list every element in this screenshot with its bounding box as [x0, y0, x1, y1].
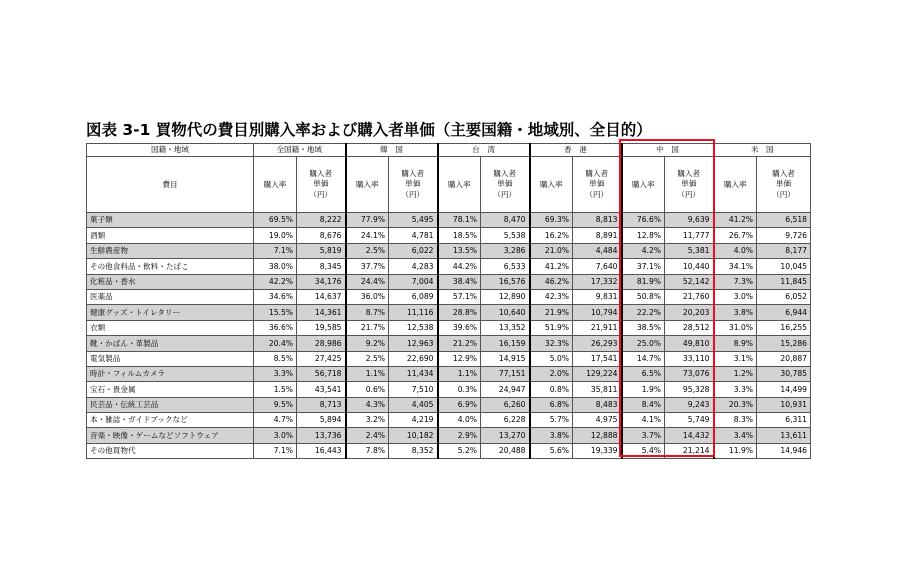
price-cell: 20,488 — [481, 443, 530, 458]
price-cell: 4,219 — [389, 413, 438, 428]
price-header — [297, 157, 346, 213]
price-cell: 5,894 — [297, 413, 346, 428]
price-cell: 14,432 — [665, 428, 714, 443]
price-cell: 6,944 — [757, 305, 811, 320]
rate-cell: 0.3% — [438, 382, 481, 397]
rate-cell: 34.1% — [714, 259, 757, 274]
row-label: その他食料品・飲料・たばこ — [87, 259, 254, 274]
price-cell: 4,781 — [389, 228, 438, 243]
price-cell: 28,986 — [297, 336, 346, 351]
price-cell: 5,381 — [665, 243, 714, 258]
rate-cell: 8.7% — [346, 305, 389, 320]
rate-cell: 0.8% — [530, 382, 573, 397]
price-cell: 5,538 — [481, 228, 530, 243]
price-cell: 10,182 — [389, 428, 438, 443]
price-cell: 16,576 — [481, 274, 530, 289]
price-cell: 16,443 — [297, 443, 346, 458]
rate-cell: 3.2% — [346, 413, 389, 428]
price-cell: 6,022 — [389, 243, 438, 258]
price-cell: 8,222 — [297, 213, 346, 228]
rate-cell: 37.7% — [346, 259, 389, 274]
price-cell: 26,293 — [573, 336, 622, 351]
rate-cell: 21.2% — [438, 336, 481, 351]
rate-cell: 8.5% — [254, 351, 297, 366]
price-cell: 16,255 — [757, 320, 811, 335]
price-cell: 14,637 — [297, 289, 346, 304]
rate-cell: 36.6% — [254, 320, 297, 335]
rate-header: 購入率 — [714, 157, 757, 213]
rate-cell: 31.0% — [714, 320, 757, 335]
group-header: 韓 国 — [346, 144, 438, 157]
price-header-line: （円） — [772, 189, 795, 199]
rate-cell: 28.8% — [438, 305, 481, 320]
price-header-line: （円） — [493, 189, 517, 199]
price-cell: 35,811 — [573, 382, 622, 397]
rate-cell: 4.0% — [714, 243, 757, 258]
price-cell: 10,045 — [757, 259, 811, 274]
price-header — [389, 157, 438, 213]
price-cell: 6,052 — [757, 289, 811, 304]
rate-cell: 38.4% — [438, 274, 481, 289]
price-cell: 10,931 — [757, 397, 811, 412]
rate-cell: 8.3% — [714, 413, 757, 428]
price-cell: 14,915 — [481, 351, 530, 366]
group-header: 米 国 — [714, 144, 811, 157]
price-cell: 9,243 — [665, 397, 714, 412]
rate-cell: 3.1% — [714, 351, 757, 366]
price-cell: 4,283 — [389, 259, 438, 274]
rate-header: 購入率 — [622, 157, 665, 213]
rate-cell: 2.0% — [530, 366, 573, 381]
price-header-line: 単価 — [589, 179, 605, 189]
row-label: 宝石・貴金属 — [87, 382, 254, 397]
rate-cell: 3.8% — [714, 305, 757, 320]
rate-cell: 1.5% — [254, 382, 297, 397]
price-cell: 9,639 — [665, 213, 714, 228]
price-cell: 19,585 — [297, 320, 346, 335]
price-cell: 73,076 — [665, 366, 714, 381]
rate-cell: 21.9% — [530, 305, 573, 320]
rate-cell: 38.5% — [622, 320, 665, 335]
price-cell: 7,510 — [389, 382, 438, 397]
price-cell: 8,352 — [389, 443, 438, 458]
row-label: 靴・かばん・革製品 — [87, 336, 254, 351]
price-cell: 14,946 — [757, 443, 811, 458]
price-header-line: （円） — [677, 189, 701, 199]
rate-cell: 7.1% — [254, 243, 297, 258]
price-header-line: （円） — [585, 189, 609, 199]
rate-cell: 1.1% — [438, 366, 481, 381]
rate-cell: 3.8% — [530, 428, 573, 443]
row-label: 衣類 — [87, 320, 254, 335]
price-cell: 9,726 — [757, 228, 811, 243]
price-cell: 13,736 — [297, 428, 346, 443]
rate-cell: 6.5% — [622, 366, 665, 381]
rate-header: 購入率 — [346, 157, 389, 213]
group-header: 台 湾 — [438, 144, 530, 157]
corner-label: 国籍・地域 — [87, 144, 254, 157]
rate-cell: 1.1% — [346, 366, 389, 381]
rate-cell: 9.2% — [346, 336, 389, 351]
rate-cell: 3.0% — [254, 428, 297, 443]
price-cell: 6,533 — [481, 259, 530, 274]
price-cell: 8,470 — [481, 213, 530, 228]
price-cell: 95,328 — [665, 382, 714, 397]
row-label: 電気製品 — [87, 351, 254, 366]
price-cell: 43,541 — [297, 382, 346, 397]
rate-cell: 41.2% — [714, 213, 757, 228]
price-cell: 33,110 — [665, 351, 714, 366]
price-header-line: 購入者 — [309, 169, 333, 179]
price-cell: 8,177 — [757, 243, 811, 258]
rate-cell: 44.2% — [438, 259, 481, 274]
rate-cell: 2.5% — [346, 351, 389, 366]
rate-cell: 3.0% — [714, 289, 757, 304]
rate-cell: 34.6% — [254, 289, 297, 304]
price-cell: 5,749 — [665, 413, 714, 428]
price-cell: 10,440 — [665, 259, 714, 274]
price-header-line: 単価 — [681, 179, 697, 189]
price-cell: 8,813 — [573, 213, 622, 228]
price-cell: 11,777 — [665, 228, 714, 243]
price-header-line: 購入者 — [585, 169, 609, 179]
rate-cell: 16.2% — [530, 228, 573, 243]
rate-cell: 36.0% — [346, 289, 389, 304]
price-cell: 21,911 — [573, 320, 622, 335]
rate-cell: 19.0% — [254, 228, 297, 243]
group-header: 中 国 — [622, 144, 714, 157]
rate-cell: 3.3% — [254, 366, 297, 381]
price-cell: 13,611 — [757, 428, 811, 443]
rate-cell: 4.1% — [622, 413, 665, 428]
rate-cell: 0.6% — [346, 382, 389, 397]
rate-cell: 50.8% — [622, 289, 665, 304]
rate-cell: 4.3% — [346, 397, 389, 412]
row-label: 菓子類 — [87, 213, 254, 228]
price-header — [757, 157, 811, 213]
price-cell: 4,405 — [389, 397, 438, 412]
price-cell: 9,831 — [573, 289, 622, 304]
rate-cell: 1.9% — [622, 382, 665, 397]
row-label: 本・雑誌・ガイドブックなど — [87, 413, 254, 428]
price-cell: 3,286 — [481, 243, 530, 258]
rate-cell: 12.8% — [622, 228, 665, 243]
price-cell: 7,640 — [573, 259, 622, 274]
rate-cell: 12.9% — [438, 351, 481, 366]
row-label: その他買物代 — [87, 443, 254, 458]
rate-cell: 11.9% — [714, 443, 757, 458]
rate-cell: 41.2% — [530, 259, 573, 274]
rate-cell: 32.3% — [530, 336, 573, 351]
rate-cell: 69.5% — [254, 213, 297, 228]
rate-cell: 7.8% — [346, 443, 389, 458]
price-cell: 6,228 — [481, 413, 530, 428]
price-cell: 24,947 — [481, 382, 530, 397]
price-cell: 8,676 — [297, 228, 346, 243]
price-header — [481, 157, 530, 213]
price-cell: 7,004 — [389, 274, 438, 289]
rate-cell: 5.6% — [530, 443, 573, 458]
price-cell: 21,760 — [665, 289, 714, 304]
rate-cell: 4.7% — [254, 413, 297, 428]
row-label: 医薬品 — [87, 289, 254, 304]
rate-cell: 2.5% — [346, 243, 389, 258]
category-label: 費目 — [87, 157, 254, 213]
rate-cell: 24.4% — [346, 274, 389, 289]
price-cell: 49,810 — [665, 336, 714, 351]
rate-cell: 7.3% — [714, 274, 757, 289]
price-cell: 11,434 — [389, 366, 438, 381]
price-cell: 6,089 — [389, 289, 438, 304]
price-cell: 14,361 — [297, 305, 346, 320]
rate-cell: 76.6% — [622, 213, 665, 228]
rate-cell: 81.9% — [622, 274, 665, 289]
price-cell: 8,713 — [297, 397, 346, 412]
rate-cell: 6.9% — [438, 397, 481, 412]
rate-cell: 57.1% — [438, 289, 481, 304]
row-label: 民芸品・伝統工芸品 — [87, 397, 254, 412]
price-header — [573, 157, 622, 213]
price-cell: 4,484 — [573, 243, 622, 258]
rate-cell: 7.1% — [254, 443, 297, 458]
price-cell: 52,142 — [665, 274, 714, 289]
price-cell: 12,538 — [389, 320, 438, 335]
price-cell: 13,270 — [481, 428, 530, 443]
rate-cell: 25.0% — [622, 336, 665, 351]
rate-cell: 20.4% — [254, 336, 297, 351]
rate-cell: 69.3% — [530, 213, 573, 228]
rate-cell: 2.9% — [438, 428, 481, 443]
price-cell: 17,332 — [573, 274, 622, 289]
rate-cell: 21.7% — [346, 320, 389, 335]
rate-cell: 22.2% — [622, 305, 665, 320]
price-header-line: 単価 — [313, 179, 329, 189]
price-cell: 11,116 — [389, 305, 438, 320]
price-cell: 17,541 — [573, 351, 622, 366]
price-cell: 28,512 — [665, 320, 714, 335]
price-cell: 20,203 — [665, 305, 714, 320]
price-header-line: （円） — [309, 189, 333, 199]
price-cell: 6,518 — [757, 213, 811, 228]
price-cell: 77,151 — [481, 366, 530, 381]
rate-cell: 39.6% — [438, 320, 481, 335]
row-label: 健康グッズ・トイレタリー — [87, 305, 254, 320]
price-cell: 10,794 — [573, 305, 622, 320]
rate-cell: 4.2% — [622, 243, 665, 258]
price-cell: 8,483 — [573, 397, 622, 412]
price-header-line: 単価 — [775, 179, 792, 189]
group-header: 全国籍・地域 — [254, 144, 346, 157]
rate-cell: 9.5% — [254, 397, 297, 412]
rate-cell: 37.1% — [622, 259, 665, 274]
rate-cell: 20.3% — [714, 397, 757, 412]
price-cell: 56,718 — [297, 366, 346, 381]
rate-cell: 15.5% — [254, 305, 297, 320]
price-cell: 16,159 — [481, 336, 530, 351]
price-header-line: 購入者 — [677, 169, 701, 179]
rate-cell: 8.4% — [622, 397, 665, 412]
price-cell: 15,286 — [757, 336, 811, 351]
price-cell: 14,499 — [757, 382, 811, 397]
price-cell: 10,640 — [481, 305, 530, 320]
rate-cell: 26.7% — [714, 228, 757, 243]
rate-cell: 78.1% — [438, 213, 481, 228]
rate-cell: 42.2% — [254, 274, 297, 289]
rate-cell: 24.1% — [346, 228, 389, 243]
price-cell: 5,495 — [389, 213, 438, 228]
price-cell: 34,176 — [297, 274, 346, 289]
rate-cell: 4.0% — [438, 413, 481, 428]
page-title: 図表 3-1 買物代の費目別購入率および購入者単価（主要国籍・地域別、全目的） — [86, 121, 652, 139]
price-cell: 6,311 — [757, 413, 811, 428]
price-cell: 22,690 — [389, 351, 438, 366]
price-header-line: 購入者 — [401, 169, 425, 179]
price-cell: 12,890 — [481, 289, 530, 304]
price-header-line: （円） — [401, 189, 425, 199]
row-label: 生鮮農産物 — [87, 243, 254, 258]
rate-cell: 1.2% — [714, 366, 757, 381]
rate-cell: 14.7% — [622, 351, 665, 366]
price-cell: 8,345 — [297, 259, 346, 274]
rate-cell: 8.9% — [714, 336, 757, 351]
rate-cell: 18.5% — [438, 228, 481, 243]
price-cell: 21,214 — [665, 443, 714, 458]
highlight-box — [619, 139, 715, 457]
price-header-line: 購入者 — [772, 169, 795, 179]
rate-cell: 2.4% — [346, 428, 389, 443]
price-cell: 11,845 — [757, 274, 811, 289]
price-cell: 5,819 — [297, 243, 346, 258]
rate-cell: 5.4% — [622, 443, 665, 458]
row-label: 音楽・映像・ゲームなどソフトウェア — [87, 428, 254, 443]
price-header-line: 単価 — [497, 179, 513, 189]
price-cell: 129,224 — [573, 366, 622, 381]
rate-cell: 5.2% — [438, 443, 481, 458]
rate-cell: 3.7% — [622, 428, 665, 443]
price-cell: 12,888 — [573, 428, 622, 443]
rate-cell: 51.9% — [530, 320, 573, 335]
price-cell: 12,963 — [389, 336, 438, 351]
rate-cell: 38.0% — [254, 259, 297, 274]
row-label: 時計・フィルムカメラ — [87, 366, 254, 381]
rate-cell: 3.4% — [714, 428, 757, 443]
rate-cell: 21.0% — [530, 243, 573, 258]
rate-cell: 6.8% — [530, 397, 573, 412]
rate-header: 購入率 — [530, 157, 573, 213]
row-label: 酒類 — [87, 228, 254, 243]
price-header-line: 購入者 — [493, 169, 517, 179]
rate-header: 購入率 — [438, 157, 481, 213]
price-cell: 6,260 — [481, 397, 530, 412]
rate-cell: 46.2% — [530, 274, 573, 289]
rate-header: 購入率 — [254, 157, 297, 213]
price-cell: 20,887 — [757, 351, 811, 366]
rate-cell: 77.9% — [346, 213, 389, 228]
rate-cell: 3.3% — [714, 382, 757, 397]
row-label: 化粧品・香水 — [87, 274, 254, 289]
group-header: 香 港 — [530, 144, 622, 157]
price-cell: 8,891 — [573, 228, 622, 243]
rate-cell: 13.5% — [438, 243, 481, 258]
price-cell: 4,975 — [573, 413, 622, 428]
price-header-line: 単価 — [405, 179, 421, 189]
price-cell: 19,339 — [573, 443, 622, 458]
price-cell: 30,785 — [757, 366, 811, 381]
price-cell: 27,425 — [297, 351, 346, 366]
price-cell: 13,352 — [481, 320, 530, 335]
rate-cell: 5.0% — [530, 351, 573, 366]
rate-cell: 5.7% — [530, 413, 573, 428]
rate-cell: 42.3% — [530, 289, 573, 304]
